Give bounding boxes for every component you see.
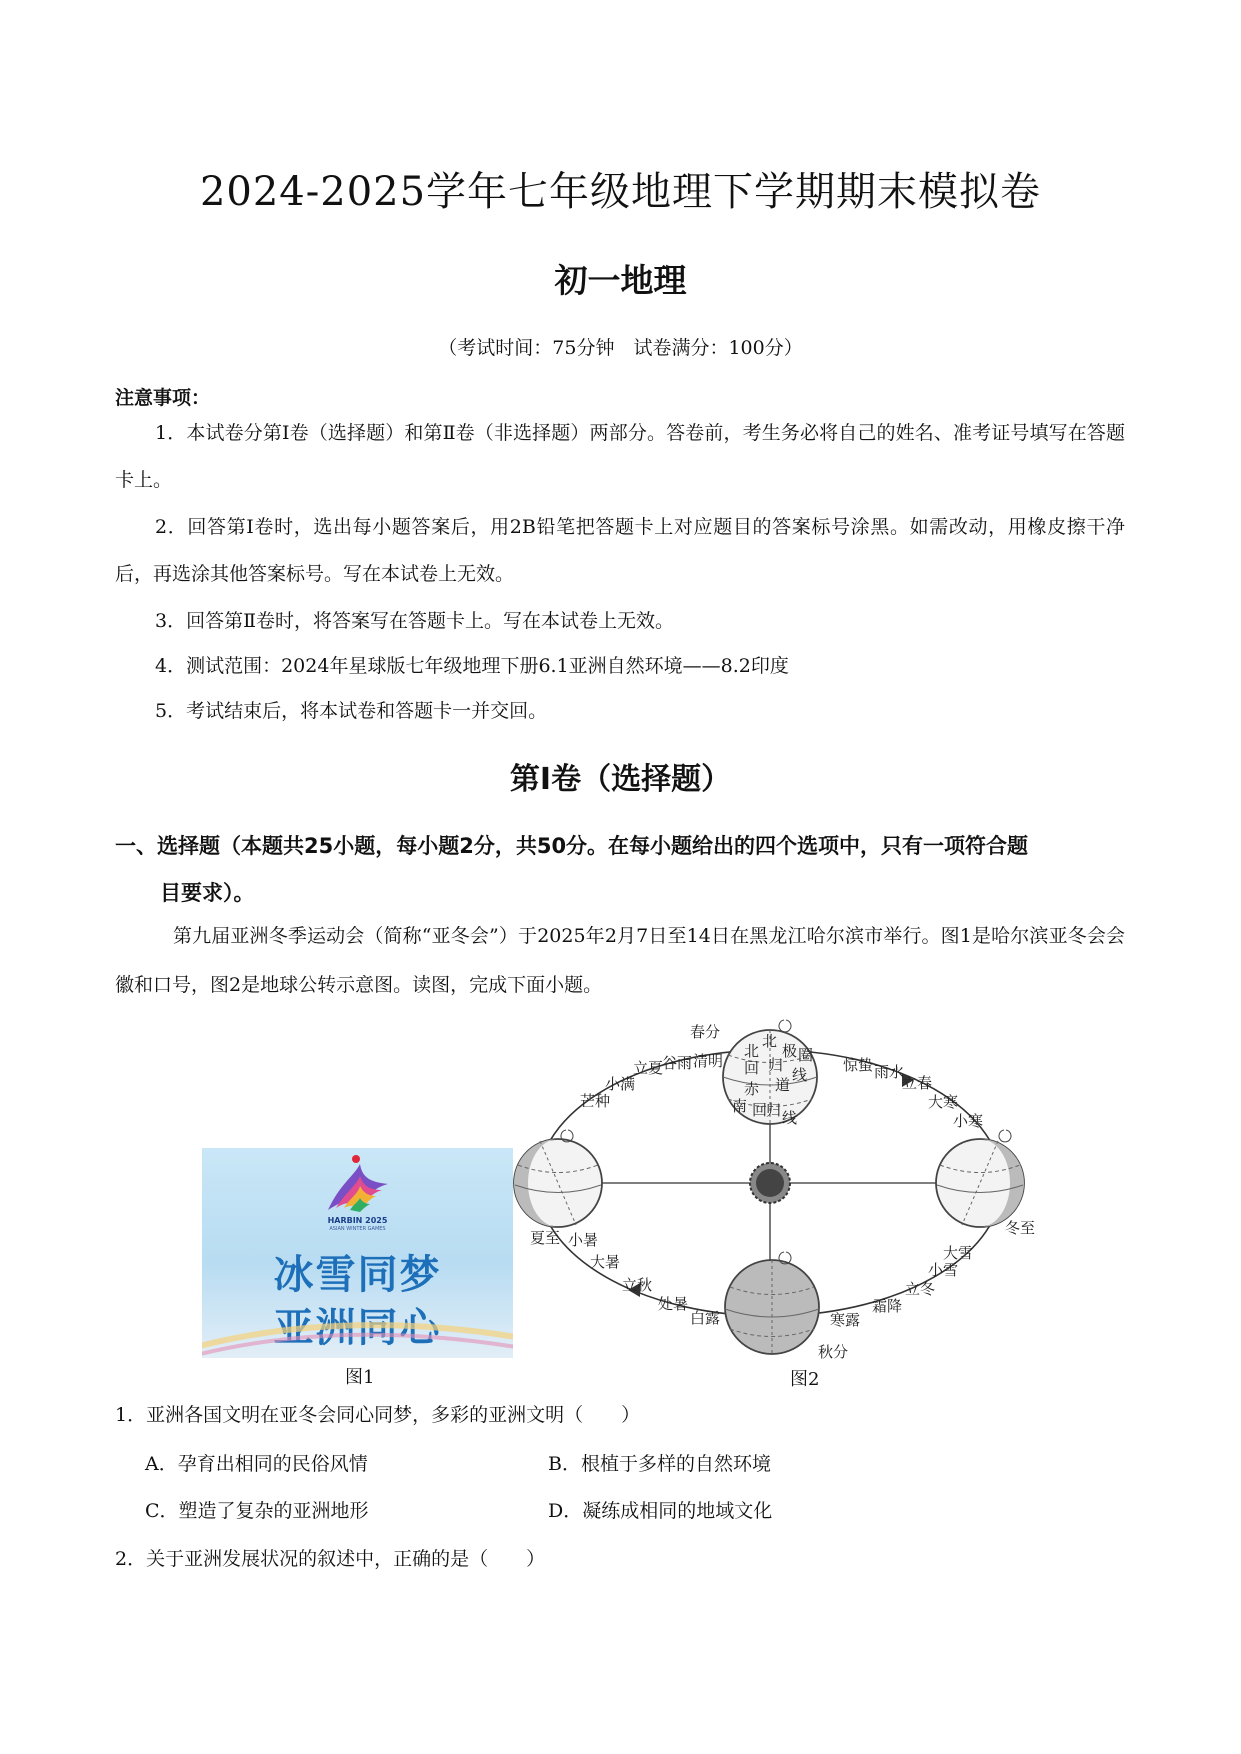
sun-icon — [750, 1163, 790, 1203]
globe-label: 线 — [792, 1066, 808, 1084]
globe-label: 回 — [744, 1059, 760, 1077]
globe-label: 北 — [744, 1042, 760, 1060]
globe-label: 圈 — [798, 1046, 814, 1064]
part-one-heading-line2: 目要求）。 — [160, 881, 255, 905]
solar-term-label: 寒露 — [830, 1311, 861, 1329]
solar-term-label: 大雪 — [943, 1244, 974, 1262]
globe-label: 归 — [768, 1056, 784, 1074]
solar-term-label: 霜降 — [872, 1297, 903, 1315]
solar-term-label: 立春 — [902, 1074, 933, 1092]
solar-term-label: 春分 — [690, 1023, 721, 1041]
slogan-line-1: 冰雪同梦 — [273, 1252, 442, 1298]
notice-item-2: 2．回答第Ⅰ卷时，选出每小题答案后，用2B铅笔把答题卡上对应题目的答案标号涂黑。如需改动，用橡皮擦干净后，再选涂其他答案标号。写在本试卷上无效。 — [115, 516, 1125, 585]
question-1-option-b: B．根植于多样的自然环境 — [548, 1453, 771, 1475]
emblem-text-harbin: HARBIN 2025 — [327, 1216, 388, 1225]
exam-title: 2024-2025学年七年级地理下学期期末模拟卷 — [199, 169, 1042, 215]
globe-label: 线 — [782, 1109, 798, 1127]
solar-term-label: 惊蛰 — [843, 1056, 874, 1074]
solar-term-label: 谷雨 — [662, 1054, 693, 1072]
solar-term-label: 冬至 — [1005, 1219, 1036, 1237]
solar-term-label: 小满 — [605, 1075, 636, 1093]
slogan-line-2: 亚洲同心 — [273, 1305, 442, 1351]
emblem-text-asian-winter-games: ASIAN WINTER GAMES — [329, 1226, 386, 1232]
globe-label: 道 — [775, 1076, 791, 1094]
solar-term-label: 雨水 — [874, 1063, 905, 1081]
part-one-heading-line1: 一、选择题（本题共25小题，每小题2分，共50分。在每小题给出的四个选项中，只有一项符合题 — [115, 834, 1029, 858]
question-1-option-a: A．孕育出相同的民俗风情 — [145, 1453, 368, 1475]
exam-subtitle: 初一地理 — [554, 261, 687, 300]
globe-label: 极 — [782, 1042, 798, 1060]
globe-autumn-equinox — [725, 1252, 819, 1354]
globe-summer-solstice — [514, 1130, 602, 1227]
figure2-caption: 图2 — [790, 1369, 820, 1390]
globe-label: 归 — [766, 1101, 782, 1119]
notice-item-1: 1．本试卷分第Ⅰ卷（选择题）和第Ⅱ卷（非选择题）两部分。答卷前，考生务必将自己的姓名、准考证号填写在答题卡上。 — [115, 422, 1125, 491]
globe-label: 赤 — [744, 1080, 760, 1098]
question-1-option-d: D．凝练成相同的地域文化 — [548, 1500, 773, 1522]
decorative-stripes — [202, 1298, 513, 1358]
section-title: 第Ⅰ卷（选择题） — [509, 762, 732, 797]
solar-term-label: 秋分 — [818, 1343, 849, 1360]
solar-term-label: 立冬 — [905, 1280, 936, 1298]
globe-label: 北 — [762, 1032, 778, 1050]
figure1-emblem-image — [202, 1148, 513, 1358]
solar-term-label: 芒种 — [580, 1092, 611, 1110]
question-intro: 第九届亚洲冬季运动会（简称“亚冬会”）于2025年2月7日至14日在黑龙江哈尔滨市举行。图1是哈尔滨亚冬会会徽和口号，图2是地球公转示意图。读图，完成下面小题。 — [115, 925, 1125, 996]
solar-term-label: 小雪 — [928, 1261, 959, 1279]
question-2-stem: 2．关于亚洲发展状况的叙述中，正确的是（ ） — [115, 1548, 546, 1570]
notice-heading: 注意事项： — [115, 387, 211, 409]
notice-item-5: 5．考试结束后，将本试卷和答题卡一并交回。 — [155, 700, 548, 722]
question-1-stem: 1．亚洲各国文明在亚冬会同心同梦，多彩的亚洲文明（ ） — [115, 1404, 641, 1426]
exam-info: （考试时间：75分钟 试卷满分：100分） — [438, 337, 803, 359]
solar-term-label: 处暑 — [658, 1295, 689, 1313]
solar-term-label: 小暑 — [568, 1231, 599, 1249]
solar-term-label: 大暑 — [590, 1253, 621, 1271]
globe-label: 南 — [732, 1097, 748, 1115]
question-1-option-c: C．塑造了复杂的亚洲地形 — [145, 1500, 369, 1522]
solar-term-label: 清明 — [693, 1052, 724, 1070]
solar-term-label: 大寒 — [928, 1093, 959, 1111]
notice-item-3: 3．回答第Ⅱ卷时，将答案写在答题卡上。写在本试卷上无效。 — [155, 610, 675, 632]
harbin-emblem-icon — [320, 1154, 396, 1216]
solar-term-label: 立秋 — [622, 1276, 653, 1294]
part-one-heading — [115, 823, 1135, 917]
solar-term-label: 立夏 — [633, 1059, 664, 1077]
globe-winter-solstice — [936, 1130, 1024, 1227]
figure2-earth-orbit-diagram — [510, 1015, 1040, 1360]
solar-term-label: 夏至 — [530, 1229, 561, 1247]
solar-term-label: 白露 — [690, 1309, 721, 1327]
globe-label: 回 — [752, 1101, 768, 1119]
figure1-caption: 图1 — [345, 1367, 375, 1388]
solar-term-label: 小寒 — [953, 1112, 984, 1130]
notice-item-4: 4．测试范围：2024年星球版七年级地理下册6.1亚洲自然环境——8.2印度 — [155, 655, 789, 677]
